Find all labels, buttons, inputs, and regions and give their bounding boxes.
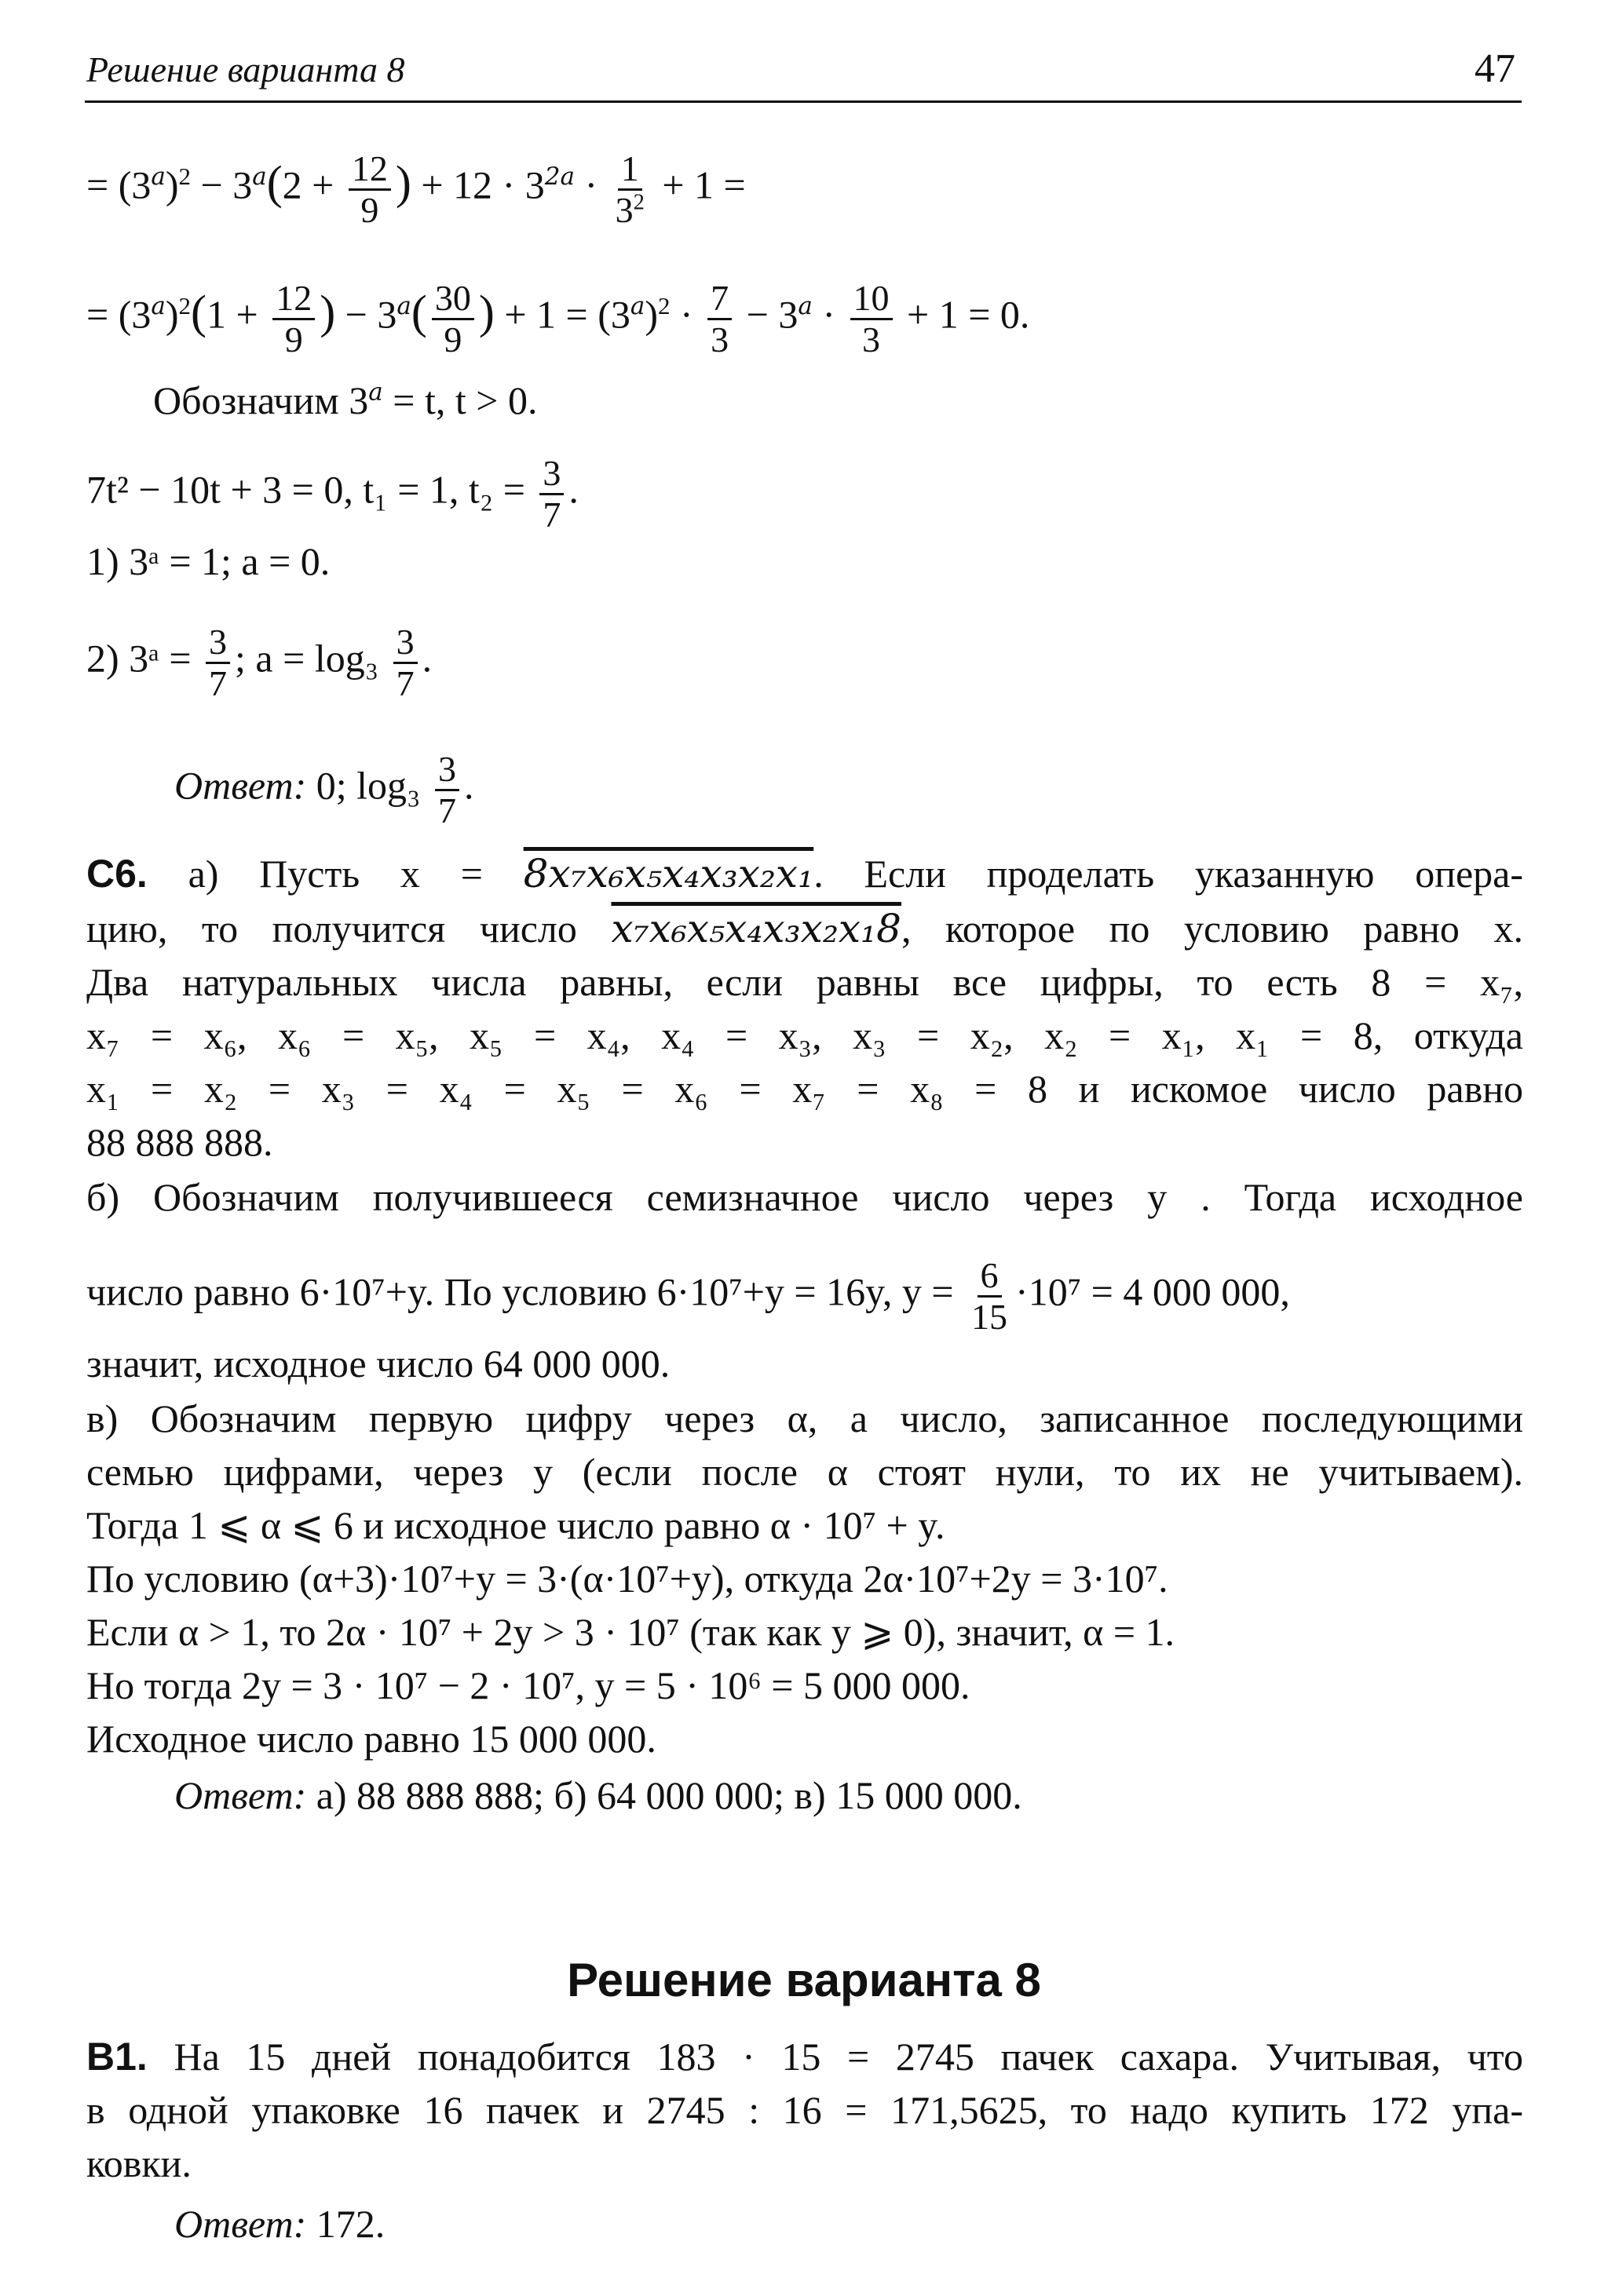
answer-label: Ответ: — [174, 1773, 307, 1817]
fraction-1-3sq: $\frac{1}{3^2}$ — [615, 148, 645, 230]
answer-derivation: Ответ: 0; log₃ $\frac{3}{7}$ . — [174, 749, 474, 830]
equation-line-2: = $(3^a)^2(1$ + $\frac{12}{9}$ ) − $3^a$( $\frac{30}{9}$ ) + $1 = (3^a)^2$ · $\frac{7}{3}$ − $3^a$ · $\frac{10}{3}$ + 1 = 0. — [86, 278, 1030, 360]
c6-c-line-1: в) Обозначим первую цифру через α, а число, записанное последующими — [86, 1396, 1523, 1440]
fraction-12-9: $\frac{12}{9}$ — [349, 149, 391, 229]
section-title: Решение варианта 8 — [567, 1954, 1041, 2006]
c6-c-line-6: Но тогда 2y = 3 · 10⁷ − 2 · 10⁷, y = 5 · 10⁶ = 5 000 000. — [86, 1663, 970, 1707]
c6-a-line-1: C6. а) Пусть x = 8x₇x₆x₅x₄x₃x₂x₁. Если проделать указанную опера- — [86, 851, 1523, 896]
b1-line-3: ковки. — [86, 2141, 192, 2185]
quadratic-line: 7t² − 10t + 3 = 0, t₁ = 1, t₂ = $\frac{3}{7}$ . — [86, 453, 579, 535]
header-rule — [85, 100, 1522, 103]
problem-label-c6: C6. — [86, 852, 148, 896]
answer-label: Ответ: — [174, 763, 307, 808]
c6-b-line-3: значит, исходное число 64 000 000. — [86, 1341, 671, 1385]
c6-c-line-4: По условию (α+3)·10⁷+y = 3·(α·10⁷+y), откуда 2α·10⁷+2y = 3·10⁷. — [86, 1557, 1168, 1601]
case-1-line: 1) 3ᵃ = 1; a = 0. — [86, 539, 331, 583]
c6-b-line-1: б) Обозначим получившееся семизначное число через y . Тогда исходное — [86, 1175, 1523, 1219]
c6-b-line-2: число равно 6·10⁷+y. По условию 6·10⁷+y = 16y, y = $\frac{6}{15}$ ·10⁷ = 4 000 000, — [86, 1255, 1290, 1337]
notation-line: Обозначим $3^a = t$, t > 0. — [153, 378, 538, 422]
eq2-prefix: = (3 — [86, 292, 152, 337]
c6-c-line-3: Тогда 1 ⩽ α ⩽ 6 и исходное число равно α · 10⁷ + y. — [86, 1503, 945, 1547]
answer-label: Ответ: — [174, 2202, 307, 2246]
case-2-line: 2) 3ᵃ = $\frac{3}{7}$ ; a = log₃ $\frac{3}{7}$ . — [86, 622, 433, 703]
c6-a-line-3: Два натуральных числа равны, если равны все цифры, то есть 8 = x₇, — [86, 960, 1523, 1004]
c6-a-line-5: x₁ = x₂ = x₃ = x₄ = x₅ = x₆ = x₇ = x₈ = 8 и искомое число равно — [86, 1067, 1523, 1111]
problem-label-b1: B1. — [86, 2035, 148, 2079]
c6-c-line-2: семью цифрами, через y (если после α стоят нули, то их не учитываем). — [86, 1450, 1523, 1494]
answer-b1: Ответ: 172. — [174, 2202, 386, 2246]
b1-line-2: в одной упаковке 16 пачек и 2745 : 16 = 171,5625, то надо купить 172 упа- — [86, 2088, 1523, 2132]
c6-c-line-7: Исходное число равно 15 000 000. — [86, 1717, 656, 1761]
c6-a-line-4: x₇ = x₆, x₆ = x₅, x₅ = x₄, x₄ = x₃, x₃ = x₂, x₂ = x₁, x₁ = 8, откуда — [86, 1013, 1523, 1057]
eq1-prefix: = (3 — [86, 162, 152, 207]
b1-line-1: B1. На 15 дней понадобится 183 · 15 = 2745 пачек сахара. Учитывая, что — [86, 2035, 1523, 2079]
answer-c6: Ответ: а) 88 888 888; б) 64 000 000; в) 15 000 000. — [174, 1773, 1022, 1817]
c6-a-line-2: цию, то получится число x₇x₆x₅x₄x₃x₂x₁8, которое по условию равно x. — [86, 906, 1523, 951]
running-header-title: Решение варианта 8 — [86, 49, 405, 89]
page-number: 47 — [1475, 46, 1515, 91]
c6-c-line-5: Если α > 1, то 2α · 10⁷ + 2y > 3 · 10⁷ (так как y ⩾ 0), значит, α = 1. — [86, 1610, 1175, 1654]
equation-line-1: = $(3^a)^2 - 3^a(2$ + $\frac{12}{9}$ ) + $12 \cdot 3^{2a}$ · $\frac{1}{3^2}$ + 1 = — [86, 148, 746, 230]
c6-a-line-6: 88 888 888. — [86, 1120, 273, 1164]
